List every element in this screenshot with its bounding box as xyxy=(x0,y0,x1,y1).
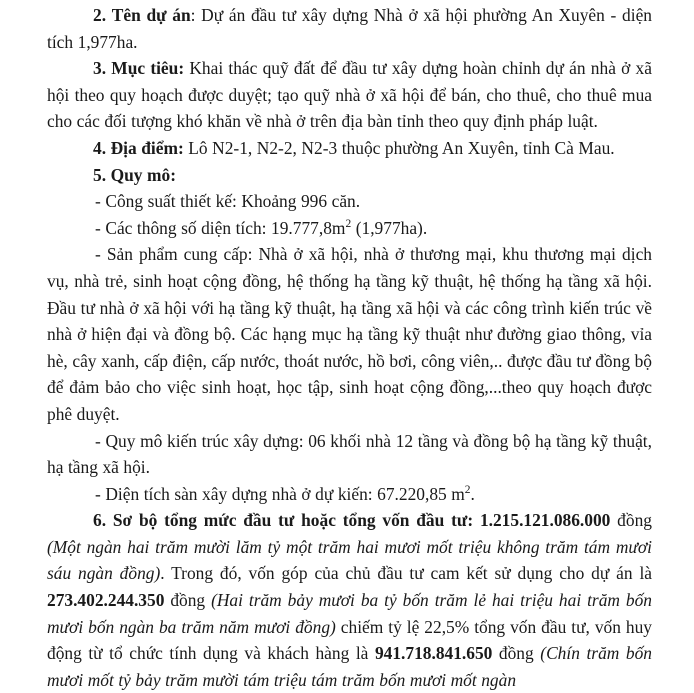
total-investment-in-words: (Một ngàn hai trăm mười lăm tỷ một trăm hai mươi mốt triệu không trăm tám mươi sáu ngàn đồng) xyxy=(47,536,652,584)
section-3-body: Khai thác quỹ đất để đầu tư xây dựng hoàn chỉnh dự án nhà ở xã hội theo quy hoạch được duyệt; tạo quỹ nhà ở xã hội để bán, cho thuê, cho thuê mua cho các đối tượng khó khăn về nhà ở trên địa bàn tỉnh theo quy định pháp luật. xyxy=(47,58,652,132)
section-3-muc-tieu xyxy=(47,55,652,135)
floor-area-text: - Diện tích sàn xây dựng nhà ở dự kiến: 67.220,85 m xyxy=(95,483,465,504)
section-4-body: Lô N2-1, N2-2, N2-3 thuộc phường An Xuyên, tỉnh Cà Mau. xyxy=(183,137,615,158)
currency-unit-2: đồng xyxy=(164,590,212,611)
floor-area-paragraph xyxy=(47,481,652,508)
section-2-heading: Tên dự án xyxy=(111,5,191,25)
section-4-number: 4. xyxy=(93,137,107,158)
scale-item-design-capacity-text: - Công suất thiết kế: Khoảng 996 căn. xyxy=(95,191,361,212)
section-5-number: 5. xyxy=(93,164,107,185)
document-body xyxy=(47,2,652,693)
scale-item-design-capacity xyxy=(47,188,652,215)
scale-item-area-params-suffix: (1,977ha). xyxy=(351,217,428,238)
section-6-investment-paragraph xyxy=(47,507,652,693)
floor-area-superscript: 2 xyxy=(464,483,471,496)
product-supply-paragraph: - Sản phẩm cung cấp: Nhà ở xã hội, nhà ở thương mại, khu thương mại dịch vụ, nhà trẻ, sinh hoạt cộng đồng, hệ thống hạ tầng kỹ thuật, hệ thống hạ tầng xã hội. Đầu tư nhà ở xã hội với hạ tầng kỹ thuật, hạ tầng xã hội và các công trình kiến trúc về nhà ở hiện đại và đồng bộ. Các hạng mục hạ tầng kỹ thuật như đường giao thông, vỉa hè, cây xanh, cấp điện, cấp nước, thoát nước, hồ bơi, công viên,.. được đầu tư đồng bộ để đảm bảo cho việc sinh hoạt, học tập, sinh hoạt cộng đồng,...theo quy hoạch được phê duyệt. xyxy=(47,244,652,424)
floor-area-suffix: . xyxy=(470,483,475,504)
section-6-heading: Sơ bộ tổng mức đầu tư hoặc tổng vốn đầu tư: xyxy=(112,510,474,531)
total-investment-amount: 1.215.121.086.000 xyxy=(479,510,611,531)
investment-mid-text-2: chiếm tỷ lệ 22,5% tổng vốn đầu tư, vốn huy động từ tổ chức tính dụng và khách hàng là xyxy=(47,616,652,664)
owner-capital-in-words: (Hai trăm bảy mươi ba tỷ bốn trăm lẻ hai triệu hai trăm bốn mươi bốn ngàn ba trăm năm mươi đồng) xyxy=(47,590,652,637)
currency-unit-1: đồng xyxy=(610,510,652,531)
mobilized-capital-in-words: (Chín trăm bốn mươi mốt tỷ bảy trăm mười tám triệu tám trăm bốn mươi mốt ngàn xyxy=(47,643,652,690)
architecture-scale-paragraph: - Quy mô kiến trúc xây dựng: 06 khối nhà 12 tầng và đồng bộ hạ tầng kỹ thuật, hạ tầng xã hội. xyxy=(47,430,652,478)
mobilized-capital-amount: 941.718.841.650 xyxy=(374,643,493,664)
scale-item-area-params xyxy=(47,215,652,242)
section-2-separator: : xyxy=(190,5,196,25)
section-3-heading: Mục tiêu: xyxy=(111,58,185,79)
currency-unit-3: đồng xyxy=(492,643,534,664)
scale-item-area-params-superscript: 2 xyxy=(345,217,352,230)
section-5-heading: Quy mô: xyxy=(110,164,177,185)
section-5-quy-mo xyxy=(47,162,652,189)
investment-mid-text-1: . Trong đó, vốn góp của chủ đầu tư cam kết sử dụng cho dự án là xyxy=(160,563,653,584)
section-2-number: 2. xyxy=(93,5,107,25)
section-3-number: 3. xyxy=(93,58,107,79)
section-4-heading: Địa điểm: xyxy=(110,137,184,158)
section-2-ten-du-an xyxy=(47,2,652,55)
section-2-body: Dự án đầu tư xây dựng Nhà ở xã hội phường An Xuyên - diện tích 1,977ha. xyxy=(47,5,652,52)
section-6-number: 6. xyxy=(93,510,107,531)
owner-capital-amount: 273.402.244.350 xyxy=(47,590,165,611)
section-4-dia-diem xyxy=(47,135,652,162)
scale-item-area-params-text: - Các thông số diện tích: 19.777,8m xyxy=(95,217,346,238)
